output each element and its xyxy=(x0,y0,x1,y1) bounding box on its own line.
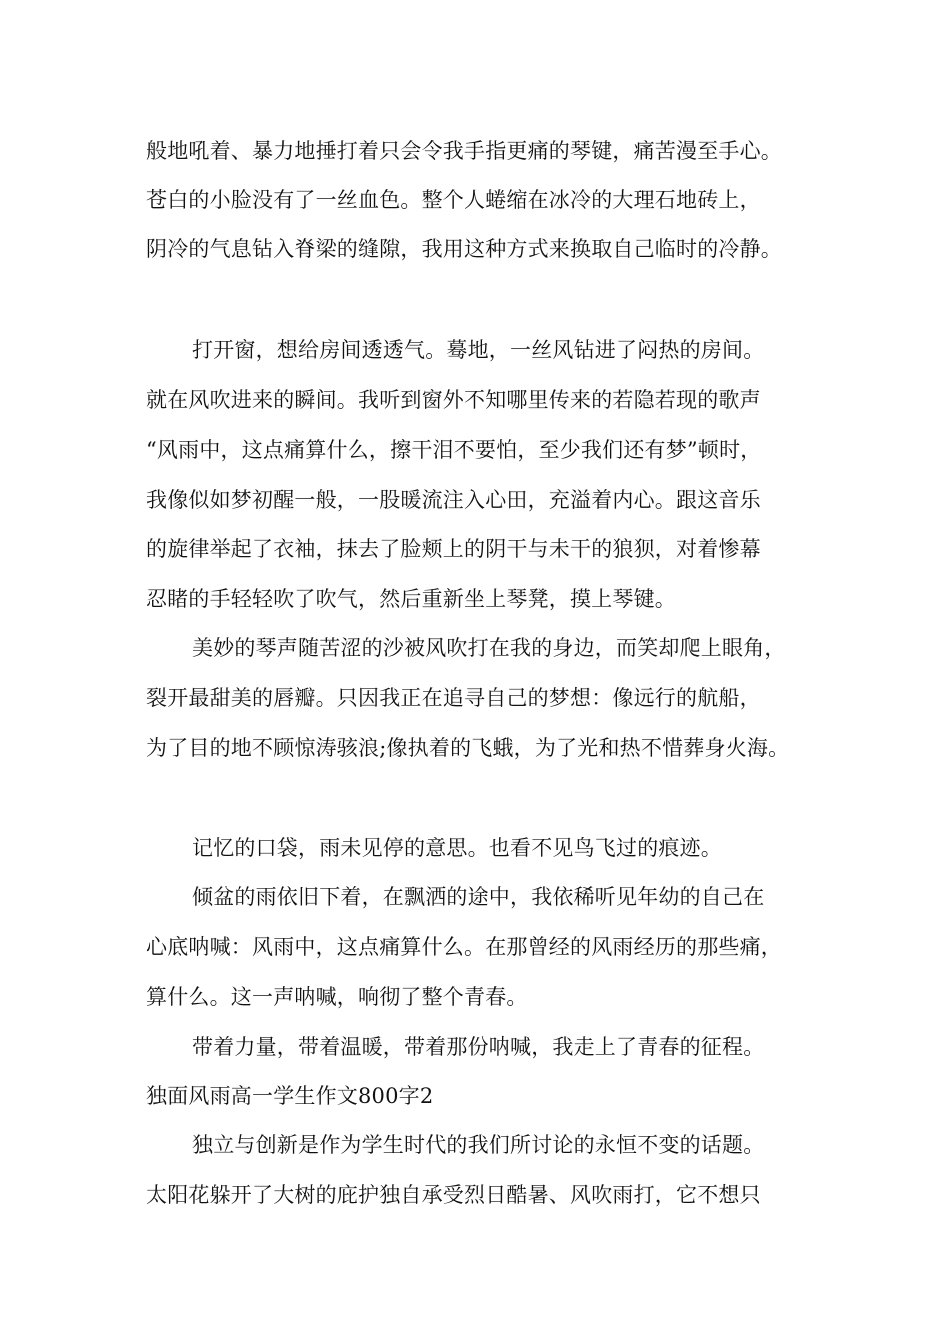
text-line: 记忆的口袋，雨未见停的意思。也看不见鸟飞过的痕迹。 xyxy=(192,836,722,860)
text-line: 带着力量，带着温暖，带着那份呐喊，我走上了青春的征程。 xyxy=(192,1035,765,1059)
text-line: 心底呐喊：风雨中，这点痛算什么。在那曾经的风雨经历的那些痛， xyxy=(146,935,782,959)
text-line: 忍睹的手轻轻吹了吹气，然后重新坐上琴凳，摸上琴键。 xyxy=(146,587,676,611)
text-line: 我像似如梦初醒一般，一股暖流注入心田，充溢着内心。跟这音乐 xyxy=(146,488,761,512)
text-line: 倾盆的雨依旧下着，在飘洒的途中，我依稀听见年幼的自己在 xyxy=(192,885,765,909)
text-line: 太阳花躲开了大树的庇护独自承受烈日酷暑、风吹雨打，它不想只 xyxy=(146,1183,761,1207)
text-line: 般地吼着、暴力地捶打着只会令我手指更痛的琴键，痛苦漫至手心。 xyxy=(146,139,782,163)
text-line: 为了目的地不顾惊涛骇浪;像执着的飞蛾，为了光和热不惜葬身火海。 xyxy=(146,736,790,760)
section-heading: 独面风雨高一学生作文800字2 xyxy=(146,1084,434,1108)
text-line: 美妙的琴声随苦涩的沙被风吹打在我的身边，而笑却爬上眼角， xyxy=(192,636,786,660)
text-line: 就在风吹进来的瞬间。我听到窗外不知哪里传来的若隐若现的歌声 xyxy=(146,388,761,412)
text-line: 打开窗，想给房间透透气。蓦地，一丝风钻进了闷热的房间。 xyxy=(192,338,765,362)
text-line: 算什么。这一声呐喊，响彻了整个青春。 xyxy=(146,985,528,1009)
text-line: 苍白的小脸没有了一丝血色。整个人蜷缩在冰冷的大理石地砖上， xyxy=(146,188,761,212)
text-line: 的旋律举起了衣袖，抹去了脸颊上的阴干与未干的狼狈，对着惨幕 xyxy=(146,537,761,561)
text-line: 阴冷的气息钻入脊梁的缝隙，我用这种方式来换取自己临时的冷静。 xyxy=(146,237,782,261)
text-line: “风雨中，这点痛算什么，擦干泪不要怕，至少我们还有梦”顿时， xyxy=(146,438,762,462)
text-line: 裂开最甜美的唇瓣。只因我正在追寻自己的梦想：像远行的航船， xyxy=(146,686,761,710)
text-line: 独立与创新是作为学生时代的我们所讨论的永恒不变的话题。 xyxy=(192,1133,765,1157)
